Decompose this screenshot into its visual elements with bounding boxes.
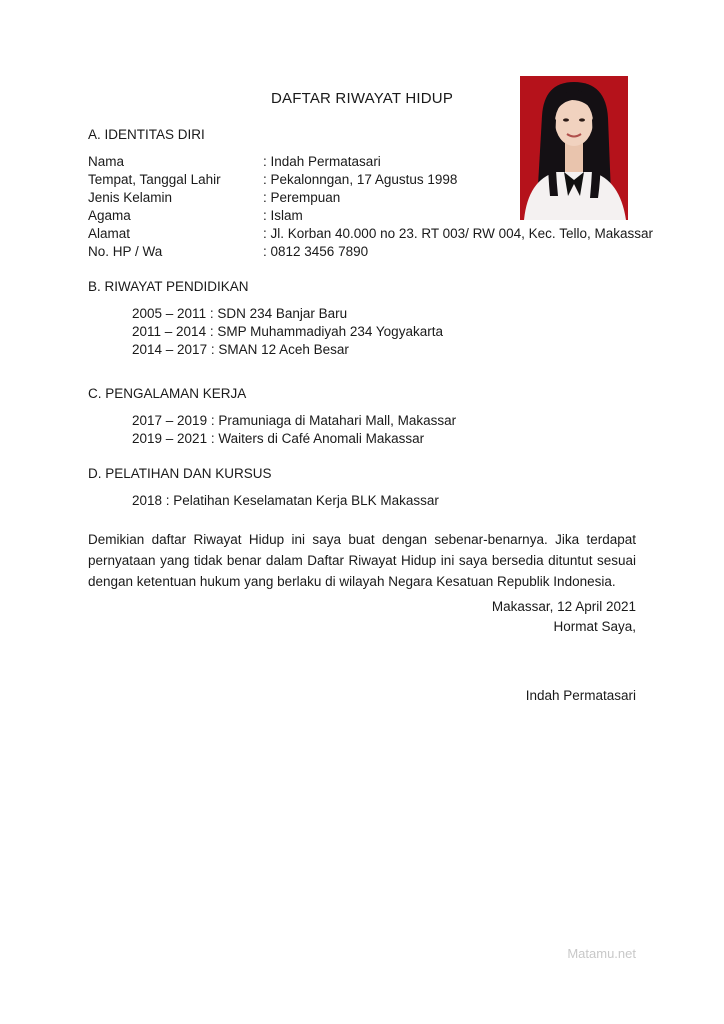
identity-value: : 0812 3456 7890 [263,244,369,259]
profile-photo [520,76,628,220]
watermark-text: Matamu.net [567,946,636,961]
identity-label: Jenis Kelamin [88,190,173,205]
closing-line: Demikian daftar Riwayat Hidup ini saya buat dengan sebenar-benarnya. Jika terdapat [88,532,636,547]
experience-item: 2019 – 2021 : Waiters di Café Anomali Makassar [132,431,425,446]
signature-place-date: Makassar, 12 April 2021 [491,599,636,614]
identity-label: No. HP / Wa [88,244,163,259]
experience-item: 2017 – 2019 : Pramuniaga di Matahari Mall, Makassar [132,413,457,428]
section-heading-identitas: A. IDENTITAS DIRI [88,127,205,142]
closing-line: pernyataan yang tidak benar dalam Daftar Riwayat Hidup ini saya bersedia dituntut sesuai [88,553,636,568]
education-item: 2014 – 2017 : SMAN 12 Aceh Besar [132,342,349,357]
identity-label: Nama [88,154,125,169]
training-item: 2018 : Pelatihan Keselamatan Kerja BLK Makassar [132,493,439,508]
section-heading-pelatihan: D. PELATIHAN DAN KURSUS [88,466,272,481]
education-item: 2011 – 2014 : SMP Muhammadiyah 234 Yogyakarta [132,324,443,339]
signature-greeting: Hormat Saya, [553,619,636,634]
identity-value: : Indah Permatasari [263,154,381,169]
document-title: DAFTAR RIWAYAT HIDUP [270,90,454,107]
identity-value: : Jl. Korban 40.000 no 23. RT 003/ RW 004, Kec. Tello, Makassar [263,226,653,241]
section-heading-pendidikan: B. RIWAYAT PENDIDIKAN [88,279,249,294]
identity-label: Agama [88,208,131,223]
identity-label: Alamat [88,226,131,241]
identity-label: Tempat, Tanggal Lahir [88,172,221,187]
portrait-image [520,76,628,220]
identity-value: : Pekalonngan, 17 Agustus 1998 [263,172,458,187]
closing-paragraph [88,529,636,592]
section-heading-pengalaman: C. PENGALAMAN KERJA [88,386,247,401]
education-item: 2005 – 2011 : SDN 234 Banjar Baru [132,306,348,321]
closing-line: dengan ketentuan hukum yang berlaku di wilayah Negara Kesatuan Republik Indonesia. [88,574,616,589]
identity-value: : Perempuan [263,190,341,205]
signature-name: Indah Permatasari [525,688,636,703]
identity-value: : Islam [263,208,303,223]
